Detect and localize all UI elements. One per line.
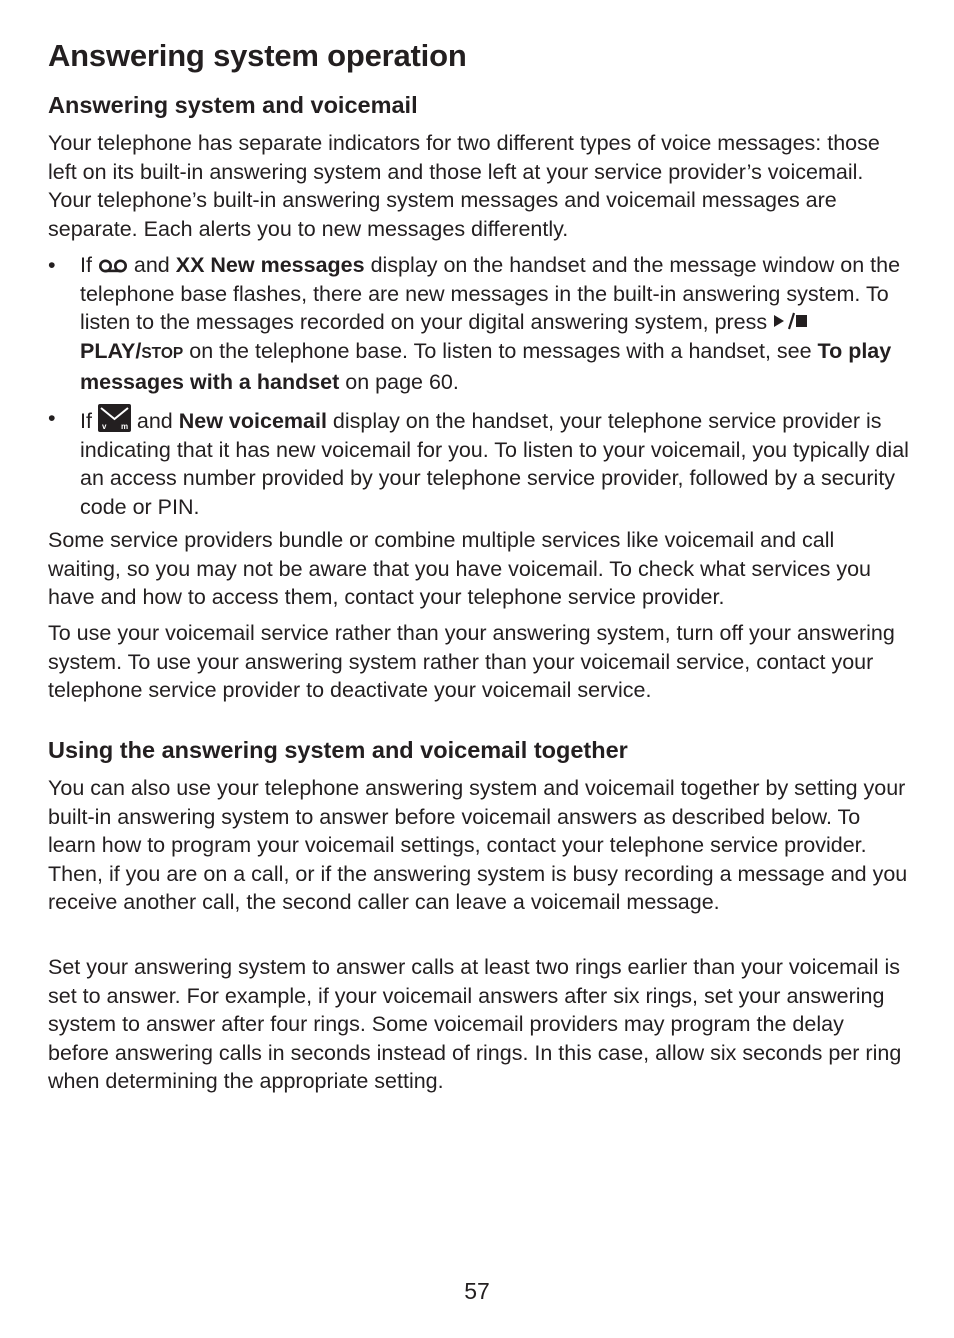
section-heading-answering-voicemail: Answering system and voicemail: [48, 92, 418, 118]
bullet-dot: •: [48, 406, 56, 430]
voicemail-envelope-icon: [98, 409, 131, 433]
bullet-dot: •: [48, 253, 56, 277]
bullet-text: If and XX New messages display on the handset and the message window on the telephone base flashes, there are new messages in the built-in answering system. To listen to the messages recorded on your digital answering system, press PLAY/STOP on the telephone base. To listen to messages with a handset, see To play messages with a handset on page 60.: [80, 253, 901, 395]
bundle-paragraph: Some service providers bundle or combine multiple services like voicemail and call waiting, so you may not be aware that you have voicemail. To check what services you have and how to access them, contact your telephone service provider.: [48, 528, 871, 610]
svg-text:v: v: [101, 422, 107, 431]
bullet-text: If v m and New voicemail display on the handset, your telephone service provider is indicating that it has new voicemail for you. To listen to your voicemail, you typically dial an access number provided by your telephone service provider, followed by a security code or PIN.: [80, 404, 910, 521]
rings-paragraph: Set your answering system to answer calls at least two rings earlier than your voicemail is set to answer. For example, if your voicemail answers after six rings, set your answering system to answer after four rings. Some voicemail providers may program the delay before answering calls in seconds instead of rings. In this case, allow six seconds per ring when determining the appropriate setting.: [48, 955, 902, 1094]
bullet-new-voicemail: [48, 404, 910, 521]
tape-message-icon: [98, 253, 128, 277]
together-paragraph: You can also use your telephone answering system and voicemail together by setting your built-in answering system to answer before voicemail answers as described below. To learn how to program your voicemail settings, contact your telephone service provider. Then, if you are on a call, or if the answering system is busy recording a message and you receive another call, the second caller can leave a voicemail message.: [48, 776, 908, 915]
bullet-new-messages: [48, 251, 910, 397]
play-stop-icon: [773, 310, 809, 334]
deactivate-paragraph: To use your voicemail service rather than your answering system, turn off your answering system. To use your answering system rather than your voicemail service, contact your telephone service provider to deactivate your voicemail service.: [48, 621, 895, 703]
intro-paragraph: Your telephone has separate indicators for two different types of voice messages: those left on its built-in answering system and those left at your service provider’s voicemail. Your telephone’s built-in answering system messages and voicemail messages are separate. Each alerts you to new messages differently.: [48, 131, 880, 241]
section-heading-using-together: Using the answering system and voicemail together: [48, 737, 628, 763]
page-number: 57: [464, 1278, 490, 1304]
svg-text:m: m: [120, 422, 129, 431]
page-title: Answering system operation: [48, 38, 467, 73]
